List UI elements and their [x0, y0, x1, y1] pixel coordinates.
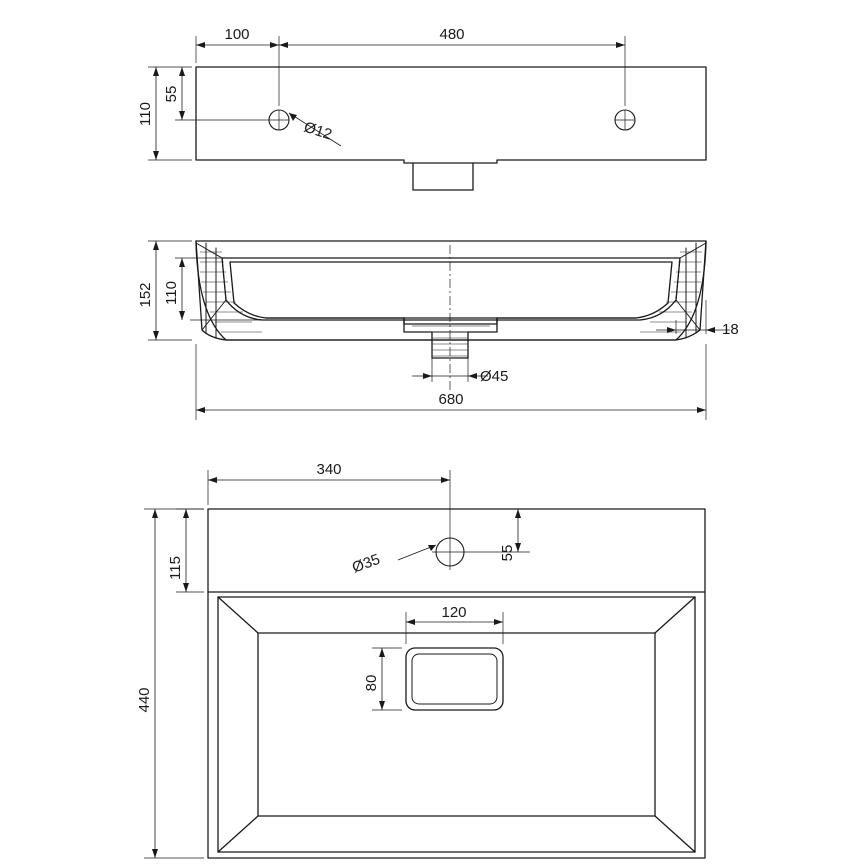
dim-waste-width-80: 80 — [363, 674, 380, 692]
dim-tap-spacing-480: 480 — [439, 26, 465, 43]
dim-tap-edge-offset-55: 55 — [499, 544, 516, 562]
dim-section-height-152: 152 — [137, 282, 154, 308]
dim-tap-center-340: 340 — [316, 461, 342, 478]
dim-hole-diameter-12: Ø12 — [301, 118, 334, 144]
dim-plan-depth-440: 440 — [136, 687, 153, 713]
dim-rear-deck-115: 115 — [167, 556, 184, 580]
dim-tap-offset-100: 100 — [224, 26, 250, 43]
front-section-view — [137, 241, 739, 420]
dim-wall-thickness-18: 18 — [722, 321, 739, 338]
section-hatch-waste — [412, 326, 490, 356]
dim-tap-hole-diameter-35: Ø35 — [349, 550, 383, 577]
dim-hole-height-55: 55 — [163, 85, 180, 103]
plan-view — [136, 461, 705, 858]
top-edge-view — [137, 26, 706, 190]
waste-slot-outline — [406, 648, 503, 710]
dim-rear-height-110: 110 — [137, 102, 154, 126]
dim-waste-diameter-45: Ø45 — [480, 368, 509, 385]
dim-overall-width-680: 680 — [438, 391, 464, 408]
section-hatch-right — [640, 252, 702, 332]
dim-basin-depth-110: 110 — [163, 281, 180, 305]
dim-waste-length-120: 120 — [441, 604, 467, 621]
